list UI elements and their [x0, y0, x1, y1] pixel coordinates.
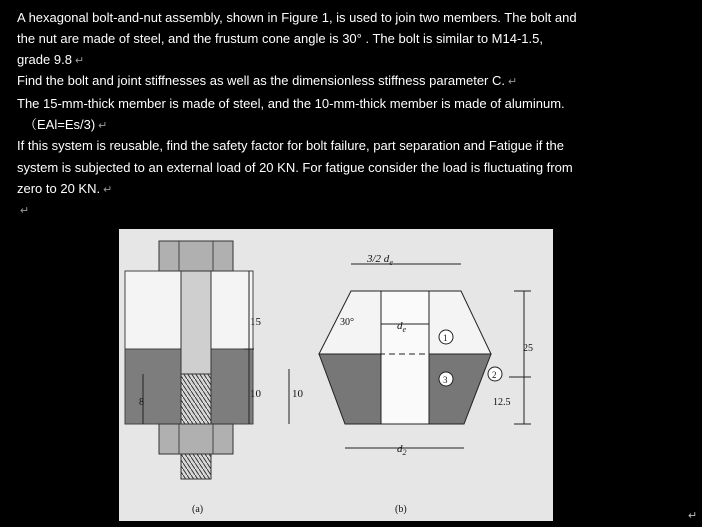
dim-bottom-text: d [397, 443, 403, 455]
problem-line-7: If this system is reusable, find the safety factor for bolt failure, part separation and Fatigue if the [17, 138, 565, 153]
dim-top-text: 3/2 d [367, 253, 390, 265]
problem-line-6-text: （EAl=Es/3) [24, 117, 96, 132]
dim-mid-text: d [397, 320, 403, 332]
problem-line-1: A hexagonal bolt-and-nut assembly, shown in Figure 1, is used to join two members. The bolt and [17, 10, 577, 25]
bolt-hole [381, 291, 429, 424]
return-mark-icon: ↵ [688, 510, 698, 522]
return-mark-icon: ↵ [508, 76, 518, 88]
bolt-shank [181, 271, 211, 374]
caption-b: (b) [395, 504, 407, 515]
dim-bottom-sub: 2 [402, 448, 407, 457]
problem-line-8: system is subjected to an external load of 20 KN. For fatigue consider the load is fluctuating from [17, 160, 573, 175]
return-mark-icon: ↵ [98, 120, 108, 132]
dim-top-sub: e [389, 258, 393, 267]
caption-a: (a) [192, 504, 204, 515]
return-mark-icon: ↵ [74, 55, 85, 67]
dim-top-label [366, 253, 393, 267]
problem-line-5 [17, 93, 565, 114]
dim-label-12-5: 12.5 [493, 397, 511, 408]
problem-line-3 [17, 49, 84, 72]
return-mark-icon: ↵ [103, 184, 113, 196]
dim-label-15: 15 [250, 316, 261, 328]
nut [159, 424, 233, 454]
dim-label-10: 10 [250, 388, 261, 400]
figure-1 [119, 229, 553, 521]
return-mark-icon: ↵ [20, 205, 30, 217]
problem-line-4-text: Find the bolt and joint stiffnesses as well as the dimensionless stiffness parameter C. [17, 73, 505, 88]
bolt-head [159, 241, 233, 271]
problem-line-2: the nut are made of steel, and the frustum cone angle is 30° . The bolt is similar to M14-1.5, [17, 31, 543, 46]
problem-line-5-text: The 15-mm-thick member is made of steel, and the 10-mm-thick member is made of aluminum. [17, 96, 565, 111]
problem-line-9-text: zero to 20 KN. [17, 181, 101, 196]
problem-line-3-text: grade 9.8 [17, 52, 72, 67]
dim-label-25: 25 [523, 343, 533, 354]
frustum-label-2: 2 [492, 370, 497, 380]
problem-line-6 [24, 114, 107, 137]
dim-label-10b: 10 [292, 388, 303, 400]
problem-line-9 [17, 178, 112, 201]
angle-label: 30° [340, 317, 354, 328]
empty-line [17, 199, 29, 222]
problem-line-4 [17, 70, 517, 93]
dim-label-8: 8 [139, 397, 144, 408]
dim-mid-sub: e [402, 325, 407, 334]
frustum-label-3: 3 [443, 375, 448, 385]
frustum-label-1: 1 [443, 333, 448, 343]
